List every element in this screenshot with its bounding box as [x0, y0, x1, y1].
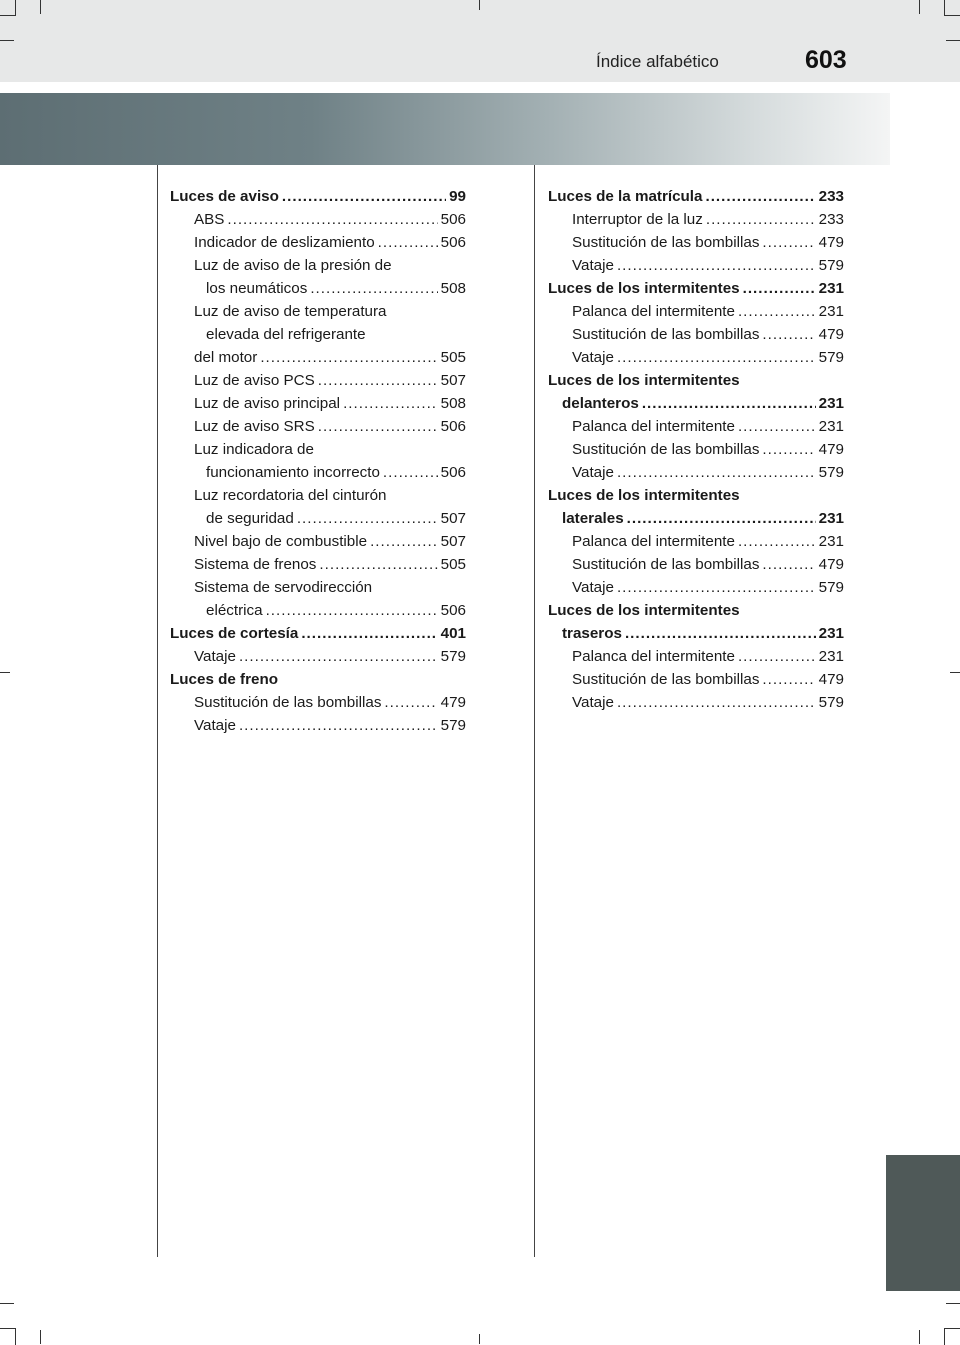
index-entry-page: 507 — [440, 533, 466, 550]
index-entry-page: 507 — [440, 510, 466, 527]
index-entry-page: 579 — [818, 579, 844, 596]
dot-leader — [625, 622, 816, 645]
crop-mark — [946, 40, 960, 41]
dot-leader — [642, 392, 816, 415]
index-entry — [548, 323, 844, 346]
crop-mark — [946, 1303, 960, 1304]
index-entry — [170, 530, 466, 553]
index-entry-label: Luces de los intermitentes — [548, 602, 740, 619]
index-entry-page: 505 — [440, 349, 466, 366]
dot-leader — [617, 254, 816, 277]
crop-mark — [944, 1328, 960, 1345]
index-entry — [548, 461, 844, 484]
index-entry-label: delanteros — [562, 395, 639, 412]
dot-leader — [617, 576, 816, 599]
index-entry-page: 508 — [440, 395, 466, 412]
index-entry-page: 231 — [818, 510, 844, 527]
index-entry — [170, 300, 466, 323]
index-entry-label: Luces de los intermitentes — [548, 372, 740, 389]
dot-leader — [297, 507, 438, 530]
index-entry-page: 508 — [440, 280, 466, 297]
index-entry — [170, 599, 466, 622]
index-entry — [548, 599, 844, 622]
index-entry-label: Luz recordatoria del cinturón — [194, 487, 387, 504]
crop-mark — [0, 672, 10, 673]
dot-leader — [762, 553, 815, 576]
dot-leader — [762, 323, 815, 346]
index-entry-label: laterales — [562, 510, 624, 527]
index-entry-label: Luz de aviso de temperatura — [194, 303, 387, 320]
index-entry — [170, 415, 466, 438]
index-entry-page: 231 — [818, 625, 844, 642]
index-entry — [548, 392, 844, 415]
index-column-right — [548, 185, 844, 714]
crop-mark — [919, 0, 920, 14]
index-entry — [548, 622, 844, 645]
index-entry — [548, 415, 844, 438]
index-entry-label: Palanca del intermitente — [572, 303, 735, 320]
index-entry-label: Vataje — [572, 464, 614, 481]
dot-leader — [706, 208, 816, 231]
index-entry-label: traseros — [562, 625, 622, 642]
index-entry-label: Luz de aviso de la presión de — [194, 257, 392, 274]
index-entry-page: 506 — [440, 211, 466, 228]
index-entry — [170, 553, 466, 576]
index-entry — [170, 438, 466, 461]
index-entry-page: 233 — [818, 211, 844, 228]
index-entry — [548, 484, 844, 507]
index-entry — [170, 254, 466, 277]
index-entry-page: 579 — [818, 694, 844, 711]
index-entry — [548, 369, 844, 392]
index-entry — [170, 392, 466, 415]
index-entry-label: Vataje — [194, 648, 236, 665]
index-entry-page: 506 — [440, 464, 466, 481]
index-entry-page: 231 — [818, 648, 844, 665]
index-entry-label: Luces de aviso — [170, 188, 279, 205]
index-entry-page: 231 — [818, 418, 844, 435]
index-entry — [548, 553, 844, 576]
index-entry — [548, 530, 844, 553]
page-number: 603 — [805, 46, 847, 74]
thumb-index-tab — [886, 1155, 960, 1291]
index-entry-label: Sustitución de las bombillas — [572, 671, 760, 688]
index-entry — [170, 461, 466, 484]
index-entry-page: 579 — [440, 648, 466, 665]
index-entry — [170, 208, 466, 231]
index-entry-page: 506 — [440, 602, 466, 619]
index-entry-label: Sustitución de las bombillas — [194, 694, 382, 711]
index-entry — [548, 645, 844, 668]
index-entry — [548, 231, 844, 254]
crop-mark — [950, 672, 960, 673]
crop-mark — [479, 0, 480, 10]
dot-leader — [310, 277, 437, 300]
index-entry-label: Luz de aviso SRS — [194, 418, 315, 435]
index-entry-page: 506 — [440, 418, 466, 435]
crop-mark — [0, 1303, 14, 1304]
dot-leader — [239, 645, 438, 668]
index-entry-label: Palanca del intermitente — [572, 648, 735, 665]
index-entry — [170, 277, 466, 300]
index-entry — [548, 300, 844, 323]
dot-leader — [282, 185, 446, 208]
dot-leader — [343, 392, 438, 415]
dot-leader — [227, 208, 437, 231]
index-entry — [170, 622, 466, 645]
index-entry-label: Sustitución de las bombillas — [572, 441, 760, 458]
dot-leader — [738, 645, 816, 668]
dot-leader — [762, 438, 815, 461]
dot-leader — [301, 622, 437, 645]
index-entry — [170, 346, 466, 369]
index-entry-page: 479 — [818, 234, 844, 251]
dot-leader — [260, 346, 437, 369]
index-entry-label: Vataje — [194, 717, 236, 734]
dot-leader — [318, 415, 438, 438]
dot-leader — [738, 300, 816, 323]
index-entry-label: Sistema de frenos — [194, 556, 317, 573]
index-entry-label: Nivel bajo de combustible — [194, 533, 368, 550]
index-entry-page: 479 — [818, 441, 844, 458]
dot-leader — [738, 530, 816, 553]
index-entry-label: elevada del refrigerante — [206, 326, 366, 343]
index-entry — [170, 645, 466, 668]
index-entry-label: Luz de aviso PCS — [194, 372, 315, 389]
column-divider-left — [157, 165, 158, 1257]
index-entry — [548, 691, 844, 714]
index-entry-label: Sustitución de las bombillas — [572, 556, 760, 573]
index-entry-label: ABS — [194, 211, 225, 228]
index-entry-label: Interruptor de la luz — [572, 211, 703, 228]
column-divider-middle — [534, 165, 535, 1257]
dot-leader — [370, 530, 438, 553]
index-entry — [548, 668, 844, 691]
index-entry — [170, 507, 466, 530]
dot-leader — [627, 507, 816, 530]
dot-leader — [384, 691, 437, 714]
index-entry — [548, 507, 844, 530]
index-entry-page: 505 — [440, 556, 466, 573]
dot-leader — [762, 668, 815, 691]
index-entry-label: Palanca del intermitente — [572, 418, 735, 435]
index-entry-label: los neumáticos — [206, 280, 308, 297]
index-entry-page: 233 — [818, 188, 844, 205]
index-entry — [548, 346, 844, 369]
index-entry-label: funcionamiento incorrecto — [206, 464, 380, 481]
crop-mark — [0, 1328, 16, 1345]
index-entry — [170, 576, 466, 599]
crop-mark — [0, 0, 16, 16]
dot-leader — [705, 185, 815, 208]
index-entry-page: 231 — [818, 280, 844, 297]
crop-mark — [944, 0, 960, 16]
dot-leader — [617, 346, 816, 369]
dot-leader — [318, 369, 438, 392]
index-entry — [170, 714, 466, 737]
dot-leader — [239, 714, 438, 737]
index-entry-page: 479 — [818, 556, 844, 573]
index-entry-page: 231 — [818, 395, 844, 412]
index-entry-label: Luces de freno — [170, 671, 279, 688]
index-entry-page: 479 — [818, 326, 844, 343]
crop-mark — [479, 1334, 480, 1344]
index-entry — [170, 185, 466, 208]
index-entry — [170, 369, 466, 392]
crop-mark — [0, 40, 14, 41]
crop-mark — [919, 1330, 920, 1344]
index-entry — [170, 323, 466, 346]
index-entry-label: Luces de la matrícula — [548, 188, 703, 205]
index-entry — [548, 208, 844, 231]
index-entry-label: Vataje — [572, 257, 614, 274]
dot-leader — [266, 599, 438, 622]
index-entry-label: Luz indicadora de — [194, 441, 314, 458]
index-entry-label: Palanca del intermitente — [572, 533, 735, 550]
index-entry-page: 231 — [818, 303, 844, 320]
index-entry-page: 479 — [440, 694, 466, 711]
index-entry — [170, 668, 466, 691]
index-entry-label: Luces de los intermitentes — [548, 487, 740, 504]
index-entry-page: 579 — [818, 257, 844, 274]
index-entry-label: Sistema de servodirección — [194, 579, 373, 596]
index-entry — [170, 231, 466, 254]
index-entry-label: de seguridad — [206, 510, 294, 527]
index-entry — [170, 691, 466, 714]
index-entry — [548, 185, 844, 208]
dot-leader — [378, 231, 438, 254]
index-entry-label: Luz de aviso principal — [194, 395, 341, 412]
index-entry — [548, 438, 844, 461]
dot-leader — [617, 461, 816, 484]
index-entry-page: 579 — [818, 464, 844, 481]
index-entry-label: Luces de los intermitentes — [548, 280, 740, 297]
index-entry-label: Vataje — [572, 579, 614, 596]
index-entry-page: 231 — [818, 533, 844, 550]
index-entry-label: Sustitución de las bombillas — [572, 326, 760, 343]
index-entry-page: 507 — [440, 372, 466, 389]
index-entry-page: 99 — [449, 188, 466, 205]
index-entry-page: 401 — [440, 625, 466, 642]
index-entry-label: Vataje — [572, 694, 614, 711]
index-entry-label: Sustitución de las bombillas — [572, 234, 760, 251]
index-entry — [548, 576, 844, 599]
index-entry-label: Vataje — [572, 349, 614, 366]
dot-leader — [319, 553, 437, 576]
dot-leader — [383, 461, 438, 484]
index-entry-label: Indicador de deslizamiento — [194, 234, 375, 251]
crop-mark — [40, 1330, 41, 1344]
dot-leader — [738, 415, 816, 438]
dot-leader — [762, 231, 815, 254]
section-banner — [0, 93, 890, 165]
index-entry-page: 506 — [440, 234, 466, 251]
index-entry-label: del motor — [194, 349, 258, 366]
index-entry — [548, 254, 844, 277]
index-entry-label: Luces de cortesía — [170, 625, 299, 642]
dot-leader — [617, 691, 816, 714]
index-entry-page: 579 — [818, 349, 844, 366]
index-entry-page: 479 — [818, 671, 844, 688]
section-title: Índice alfabético — [596, 52, 719, 71]
index-entry-page: 579 — [440, 717, 466, 734]
dot-leader — [743, 277, 816, 300]
index-entry-label: eléctrica — [206, 602, 263, 619]
crop-mark — [40, 0, 41, 14]
index-entry — [170, 484, 466, 507]
index-column-left — [170, 185, 466, 737]
index-entry — [548, 277, 844, 300]
